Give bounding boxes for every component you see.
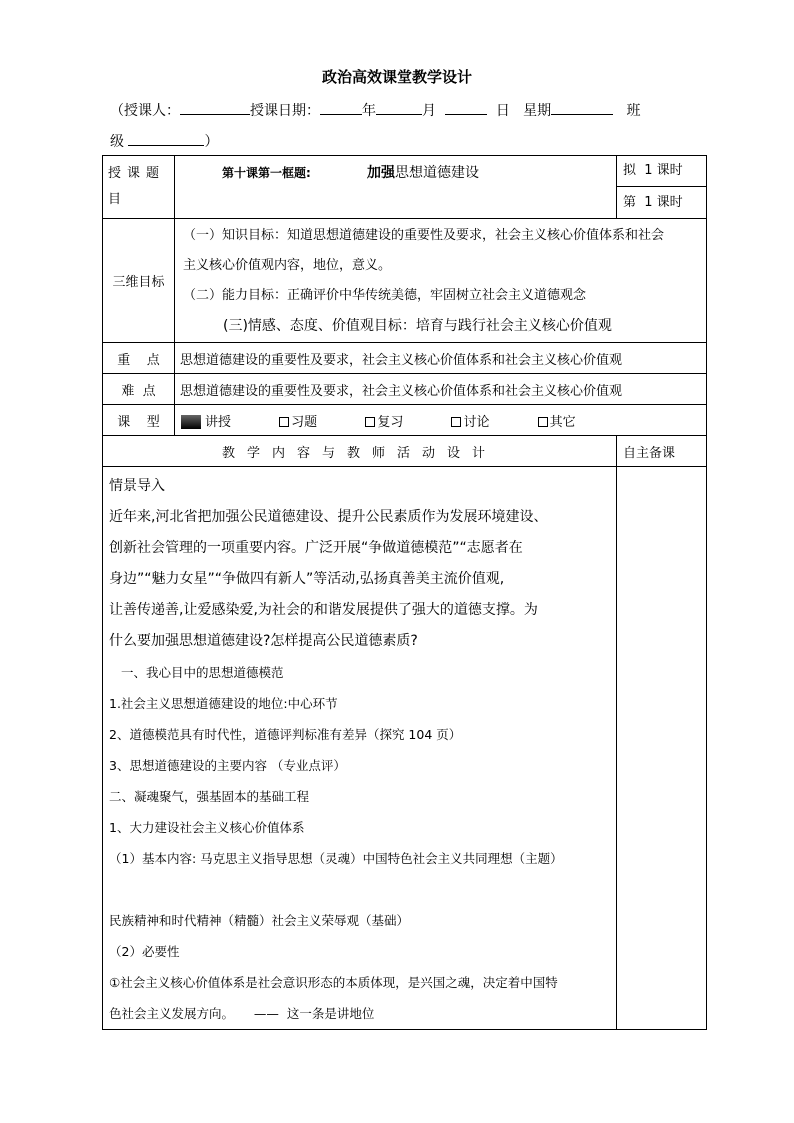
goal-knowledge-2: 主义核心价值观内容，地位，意义。 [183,257,392,273]
checkbox-icon[interactable] [538,417,548,427]
key-label: 重 点 [103,343,175,374]
type-exercise: 习题 [291,414,318,430]
self-prep-area [617,467,707,1030]
goals-label: 三维目标 [103,219,175,343]
topic-rest: 思想道德建设 [394,165,479,181]
teacher-blank [180,100,250,115]
lesson-content [103,467,617,1030]
month-blank [376,100,422,115]
goal-emotion: (三)情感、态度、价值观目标：培育与践行社会主义核心价值观 [223,317,612,334]
key-text: 思想道德建设的重要性及要求，社会主义核心价值体系和社会主义核心价值观 [175,343,707,374]
header-info-line [110,100,641,120]
close-paren: ） [204,134,219,150]
content-line: 色社会主义发展方向。 —— 这一条是讲地位 [109,1006,375,1021]
topic-label: 授课题目 [103,156,175,219]
content-line: 民族精神和时代精神（精髓）社会主义荣辱观（基础） [109,913,410,928]
self-prep-label: 自主备课 [617,436,707,467]
topic-prefix: 第十课第一框题: [222,166,311,180]
day-blank [445,100,487,115]
intro-paragraph-line: 创新社会管理的一项重要内容。广泛开展“争做道德模范”“志愿者在 [109,540,523,556]
section-two-heading: 二、凝魂聚气，强基固本的基础工程 [109,789,310,804]
goals-cell [175,219,707,343]
intro-paragraph-line: 什么要加强思想道德建设?怎样提高公民道德素质? [109,633,418,649]
content-line: 3、思想道德建设的主要内容 （专业点评） [109,758,346,773]
header-class-line [110,131,218,151]
type-lecture: 讲授 [205,414,232,430]
intro-paragraph-line: 让善传递善,让爱感染爱,为社会的和谐发展提供了强大的道德支撑。为 [109,602,538,618]
date-label: 授课日期： [250,103,320,119]
type-label: 课 型 [103,405,175,436]
topic-cell [175,156,617,219]
selected-checkbox-icon[interactable] [181,415,201,429]
year-blank [320,100,362,115]
content-line: （2）必要性 [109,944,180,959]
type-discussion: 讨论 [463,414,490,430]
intro-heading: 情景导入 [109,478,165,494]
order-hours: 第 1 课时 [623,195,683,210]
type-other: 其它 [549,414,576,430]
type-options [175,405,707,436]
content-line: 1.社会主义思想道德建设的地位:中心环节 [109,696,338,711]
topic-bold: 加强 [366,165,395,181]
section-one-heading: 一、我心目中的思想道德模范 [121,665,284,680]
lesson-plan-table [102,155,707,1030]
goal-knowledge-1: （一）知识目标：知道思想道德建设的重要性及要求，社会主义核心价值体系和社会 [183,227,665,243]
goal-ability: （二）能力目标：正确评价中华传统美德，牢固树立社会主义道德观念 [183,287,587,303]
lesson-hours-cell [617,156,707,219]
difficulty-text: 思想道德建设的重要性及要求，社会主义核心价值体系和社会主义核心价值观 [175,374,707,405]
page-title: 政治高效课堂教学设计 [321,68,472,86]
content-line: （1）基本内容: 马克思主义指导思想（灵魂）中国特色社会主义共同理想（主题） [109,851,563,866]
checkbox-icon[interactable] [451,417,461,427]
intro-paragraph-line: 身边”“魅力女星”“争做四有新人”等活动,弘扬真善美主流价值观, [109,571,505,587]
teacher-label: （授课人： [110,103,180,119]
difficulty-label: 难 点 [103,374,175,405]
section-header: 教学内容与教师活动设计 [103,436,617,467]
plan-hours: 拟 1 课时 [617,156,706,187]
content-line: ①社会主义核心价值体系是社会意识形态的本质体现，是兴国之魂，决定着中国特 [109,975,558,990]
year-label: 年 [362,103,376,119]
month-label: 月 [422,103,436,119]
weekday-label: 星期 [523,103,552,119]
checkbox-icon[interactable] [365,417,375,427]
type-review: 复习 [377,414,404,430]
content-line: 1、大力建设社会主义核心价值体系 [109,820,305,835]
intro-paragraph-line: 近年来,河北省把加强公民道德建设、提升公民素质作为发展环境建设、 [109,509,548,525]
day-label: 日 [495,103,510,119]
weekday-blank [551,100,613,115]
content-line: 2、道德模范具有时代性，道德评判标准有差异（探究 104 页） [109,727,462,742]
checkbox-icon[interactable] [279,417,289,427]
class-label: 班 [626,103,641,119]
content-spacer [109,874,610,905]
class-label-2: 级 [110,134,124,150]
class-blank [128,131,204,146]
